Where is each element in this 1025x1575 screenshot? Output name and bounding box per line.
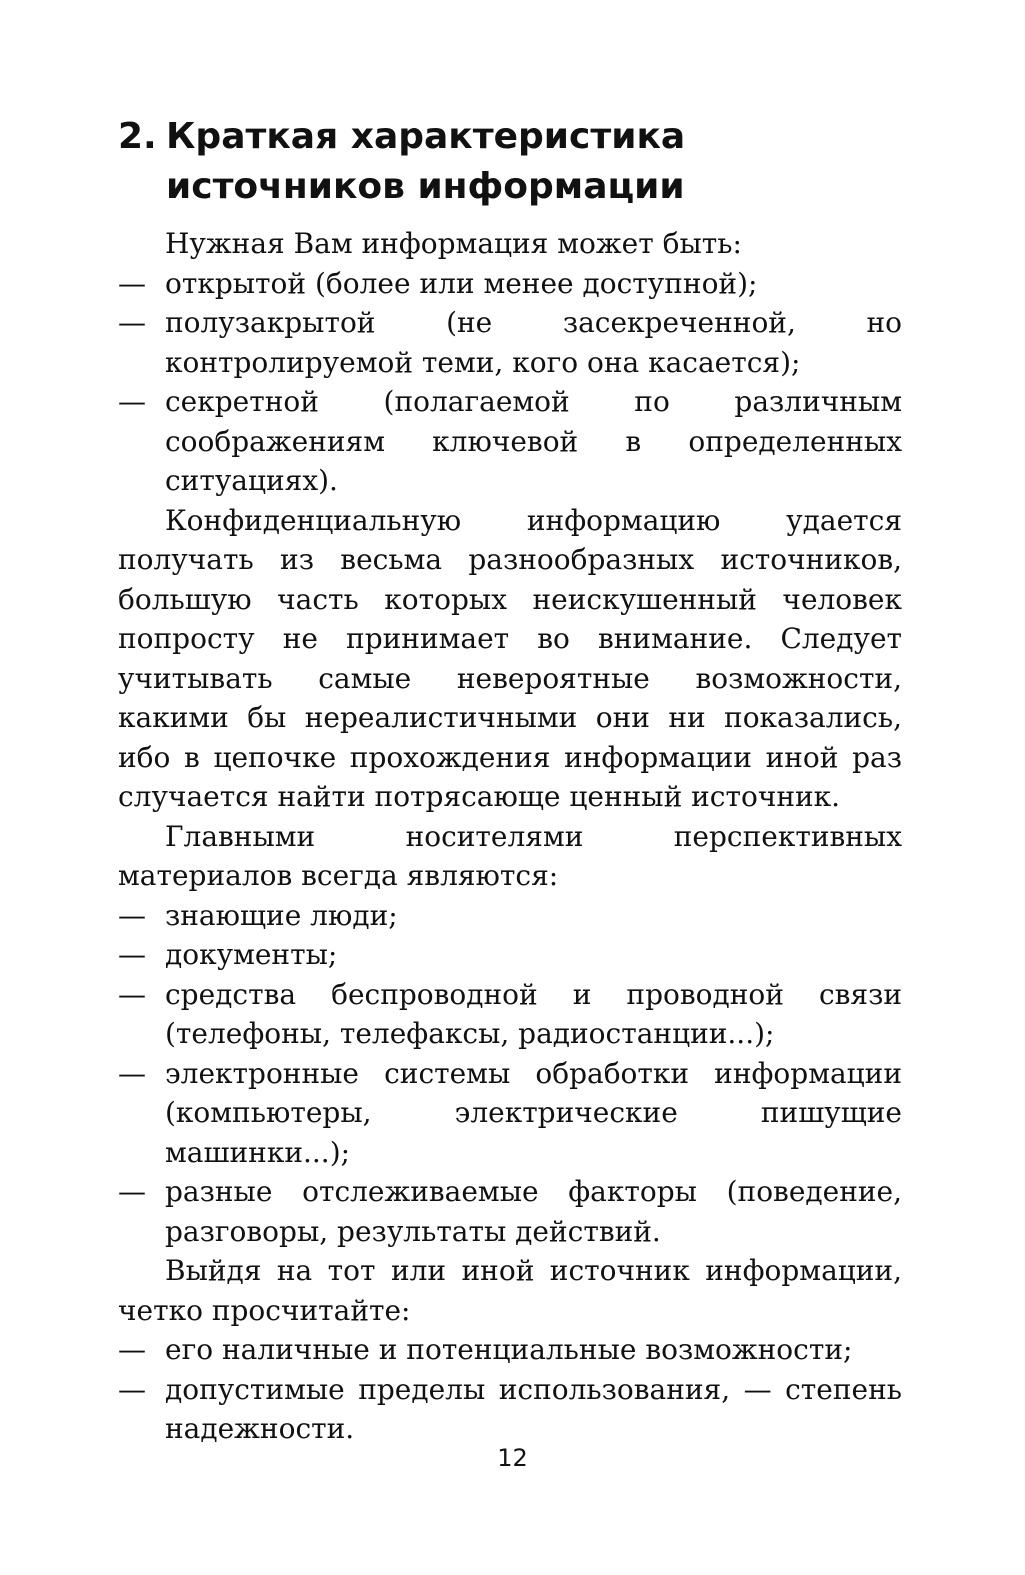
list-item — [118, 303, 902, 382]
page-number: 12 — [497, 1444, 528, 1472]
list-dash: — — [118, 385, 146, 418]
list-item-text: знающие люди; — [165, 898, 398, 932]
list-item-text: допустимые пределы использования, — степень надежности. — [165, 1372, 902, 1445]
list-dash: — — [118, 898, 146, 932]
list-item-text: его наличные и потенциальные возможности; — [165, 1333, 853, 1366]
intro-paragraph: Нужная Вам информация может быть: — [165, 227, 742, 260]
list-item-text: секретной (полагаемой по различным соображениям ключевой в определенных ситуациях). — [165, 385, 902, 497]
list-dash: — — [118, 306, 146, 339]
list-dash: — — [118, 1056, 146, 1090]
list-item — [118, 1370, 902, 1449]
list-dash: — — [118, 1175, 146, 1208]
list-item-text: электронные системы обработки информации (компьютеры, электрические пишущие машинки...); — [165, 1056, 902, 1169]
list-item — [118, 1054, 902, 1173]
section-title — [166, 112, 902, 212]
sources-paragraph: Конфиденциальную информацию удается получать из весьма разнообразных источников, большую часть которых неискушенный человек попросту не принимает во внимание. Следует учитывать самые невероятные возможности, какими бы нереалистичными они ни показались, ибо в цепочке прохождения информации иной раз случается найти потрясающе ценный источник. — [118, 503, 902, 813]
carriers-list — [118, 896, 902, 1252]
info-types-list — [118, 264, 902, 501]
list-item — [118, 935, 902, 975]
calculate-paragraph: Выйдя на тот или иной источник информации, четко просчитайте: — [118, 1254, 902, 1327]
section-title-line2: источников информации — [166, 166, 685, 207]
page-content — [118, 112, 902, 1449]
list-item — [118, 264, 902, 304]
list-item — [118, 975, 902, 1054]
list-item-text: средства беспроводной и проводной связи (телефоны, телефаксы, радиостанции...); — [165, 977, 902, 1050]
list-item-text: документы; — [165, 938, 338, 971]
section-number: 2. — [118, 116, 157, 157]
list-dash: — — [118, 1333, 146, 1366]
list-item-text: полузакрытой (не засекреченной, но контролируемой теми, кого она касается); — [165, 306, 902, 379]
list-item — [118, 1172, 902, 1251]
list-item-text: открытой (более или менее доступной); — [165, 266, 758, 300]
list-item — [118, 382, 902, 501]
list-dash: — — [118, 977, 146, 1011]
list-item-text: разные отслеживаемые факторы (поведение, разговоры, результаты действий. — [165, 1175, 902, 1248]
carriers-paragraph: Главными носителями перспективных материалов всегда являются: — [118, 819, 902, 892]
list-dash: — — [118, 266, 146, 300]
section-title-line1: Краткая характеристика — [166, 116, 686, 157]
section-heading — [118, 112, 902, 212]
evaluation-list — [118, 1330, 902, 1449]
list-dash: — — [118, 938, 146, 971]
list-dash: — — [118, 1372, 146, 1406]
list-item — [118, 1330, 902, 1370]
list-item — [118, 896, 902, 936]
